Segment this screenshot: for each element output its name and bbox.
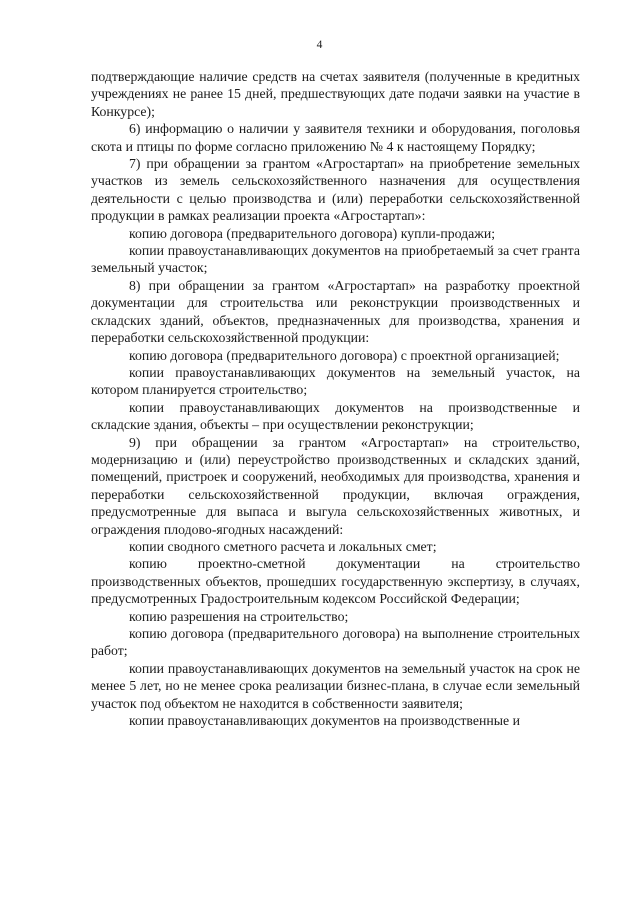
paragraph-item-6: 6) информацию о наличии у заявителя техники и оборудования, поголовья скота и птицы по форме согласно приложению № 4 к настоящему Порядку; <box>91 121 580 154</box>
paragraph-land-lease-docs: копии правоустанавливающих документов на земельный участок на срок не менее 5 лет, но не менее срока реализации бизнес-плана, в случае если земельный участок под объектом не находится в собственности заявителя; <box>91 660 580 711</box>
paragraph-item-9: 9) при обращении за грантом «Агростартап» на строительство, модернизацию и (или) переустройство производственных и складских зданий, помещений, пристроек и сооружений, необходимых для производства, хранения и переработки сельскохозяйственной продукции, включая ограждения, предусмотренные для выпаса и выгула сельскохозяйственных животных, и ограждения плодово-ягодных насаждений: <box>91 434 580 537</box>
paragraph-funds-confirmation: подтверждающие наличие средств на счетах заявителя (полученные в кредитных учреждениях не ранее 15 дней, предшествующих дате подачи заявки на участие в Конкурсе); <box>91 69 580 119</box>
paragraph-purchase-contract: копию договора (предварительного договора) купли-продажи; <box>129 225 496 241</box>
paragraph-item-7: 7) при обращении за грантом «Агростартап» на приобретение земельных участков из земель сельскохозяйственного назначения для осуществления деятельности с целью производства и (или) переработки сельскохозяйственной продукции в рамках реализации проекта «Агростартап»: <box>91 156 580 224</box>
paragraph-construction-land-docs: копии правоустанавливающих документов на земельный участок, на котором планируется строительство; <box>91 364 580 398</box>
paragraph-production-docs: копии правоустанавливающих документов на производственные и <box>129 713 520 729</box>
page-number: 4 <box>316 39 323 51</box>
paragraph-buildings-docs: копии правоустанавливающих документов на производственные и складские здания, объекты – при осуществлении реконструкции; <box>91 399 580 433</box>
document-body <box>91 68 580 729</box>
paragraph-estimates: копии сводного сметного расчета и локальных смет; <box>129 538 437 554</box>
paragraph-project-docs: копию проектно-сметной документации на строительство производственных объектов, прошедших государственную экспертизу, в случаях, предусмотренных Градостроительным кодексом Российской Федерации; <box>91 556 580 607</box>
paragraph-item-8: 8) при обращении за грантом «Агростартап» на разработку проектной документации для строительства или реконструкции производственных и складских зданий, объектов, предназначенных для производства, хранения и переработки сельскохозяйственной продукции: <box>91 277 580 346</box>
paragraph-land-title-docs: копии правоустанавливающих документов на приобретаемый за счет гранта земельный участок; <box>91 243 580 276</box>
paragraph-construction-contract: копию договора (предварительного договора) на выполнение строительных работ; <box>91 626 580 659</box>
paragraph-design-contract: копию договора (предварительного договора) с проектной организацией; <box>129 347 560 363</box>
paragraph-building-permit: копию разрешения на строительство; <box>129 608 349 624</box>
